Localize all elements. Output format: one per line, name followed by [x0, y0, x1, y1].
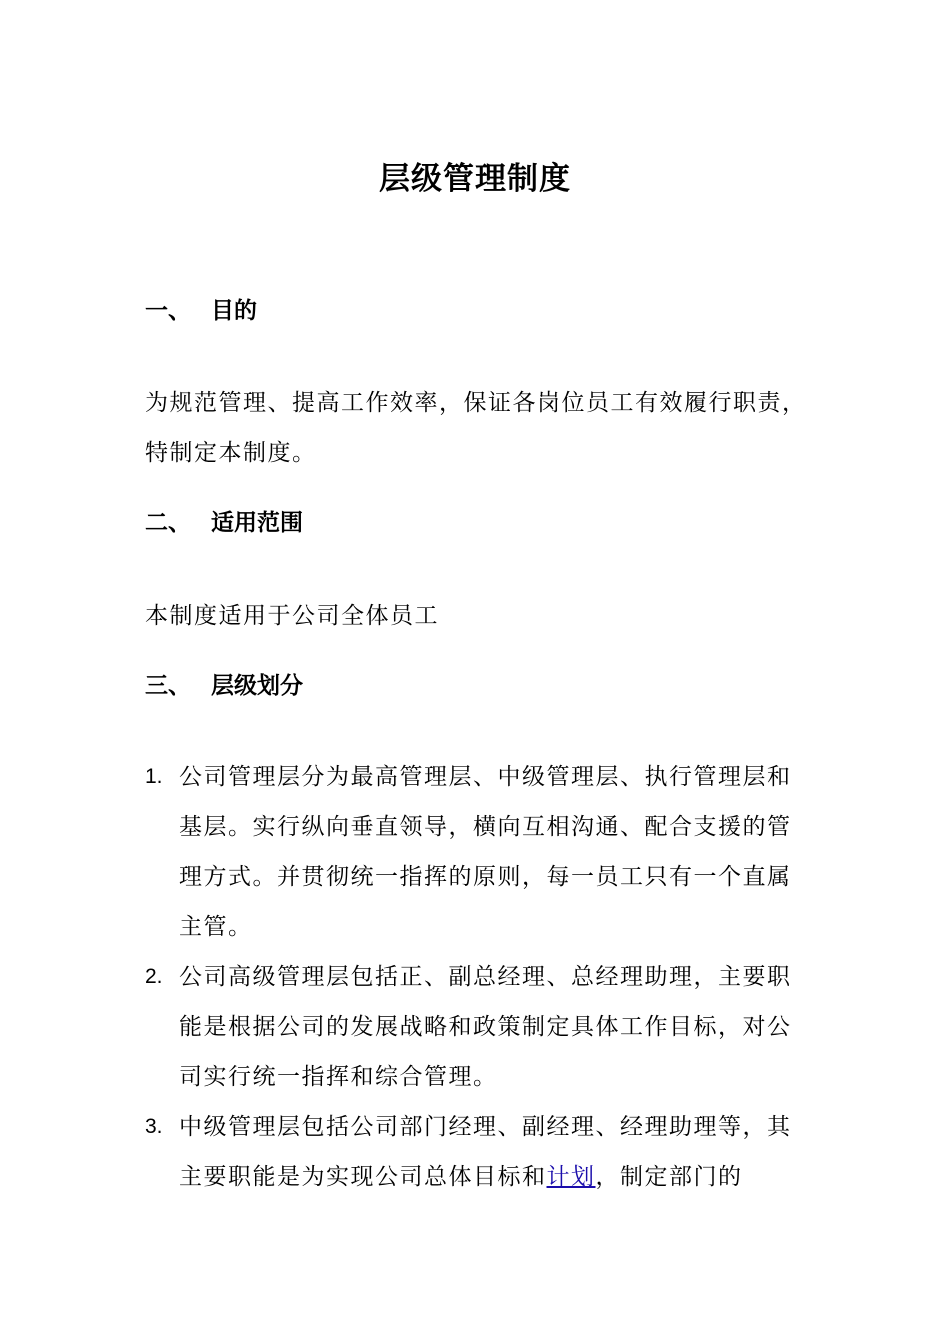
section-heading-purpose: [145, 294, 257, 328]
section-number: 一、: [145, 298, 191, 324]
section-number: 三、: [145, 673, 191, 699]
section-heading-scope: [145, 506, 303, 540]
list-item-text: 公司管理层分为最高管理层、中级管理层、执行管理层和基层。实行纵向垂直领导，横向互相沟通、配合支援的管理方式。并贯彻统一指挥的原则，每一员工只有一个直属主管。: [179, 764, 792, 940]
list-marker: 3.: [145, 1115, 163, 1138]
section-title: 目的: [211, 298, 257, 324]
list-item: [145, 752, 810, 952]
list-marker: 2.: [145, 965, 163, 988]
list-item-text: 公司高级管理层包括正、副总经理、总经理助理，主要职能是根据公司的发展战略和政策制定具体工作目标，对公司实行统一指挥和综合管理。: [179, 964, 792, 1090]
list-item: [145, 952, 810, 1102]
list-item: [145, 1102, 810, 1202]
section-heading-levels: [145, 669, 303, 703]
section-title: 适用范围: [211, 510, 303, 536]
section-title: 层级划分: [211, 673, 303, 699]
plan-link[interactable]: 计划: [546, 1164, 596, 1190]
list-item-text-tail: ，制定部门的: [595, 1164, 743, 1190]
section-number: 二、: [145, 510, 191, 536]
levels-list: [145, 752, 810, 1202]
section-body-purpose: 为规范管理、提高工作效率，保证各岗位员工有效履行职责，特制定本制度。: [145, 390, 807, 466]
document-title: 层级管理制度: [379, 161, 571, 197]
list-item-text: 中级管理层包括公司部门经理、副经理、经理助理等，其主要职能是为实现公司总体目标和: [179, 1114, 792, 1190]
section-body-scope: 本制度适用于公司全体员工: [145, 603, 439, 629]
list-marker: 1.: [145, 765, 163, 788]
